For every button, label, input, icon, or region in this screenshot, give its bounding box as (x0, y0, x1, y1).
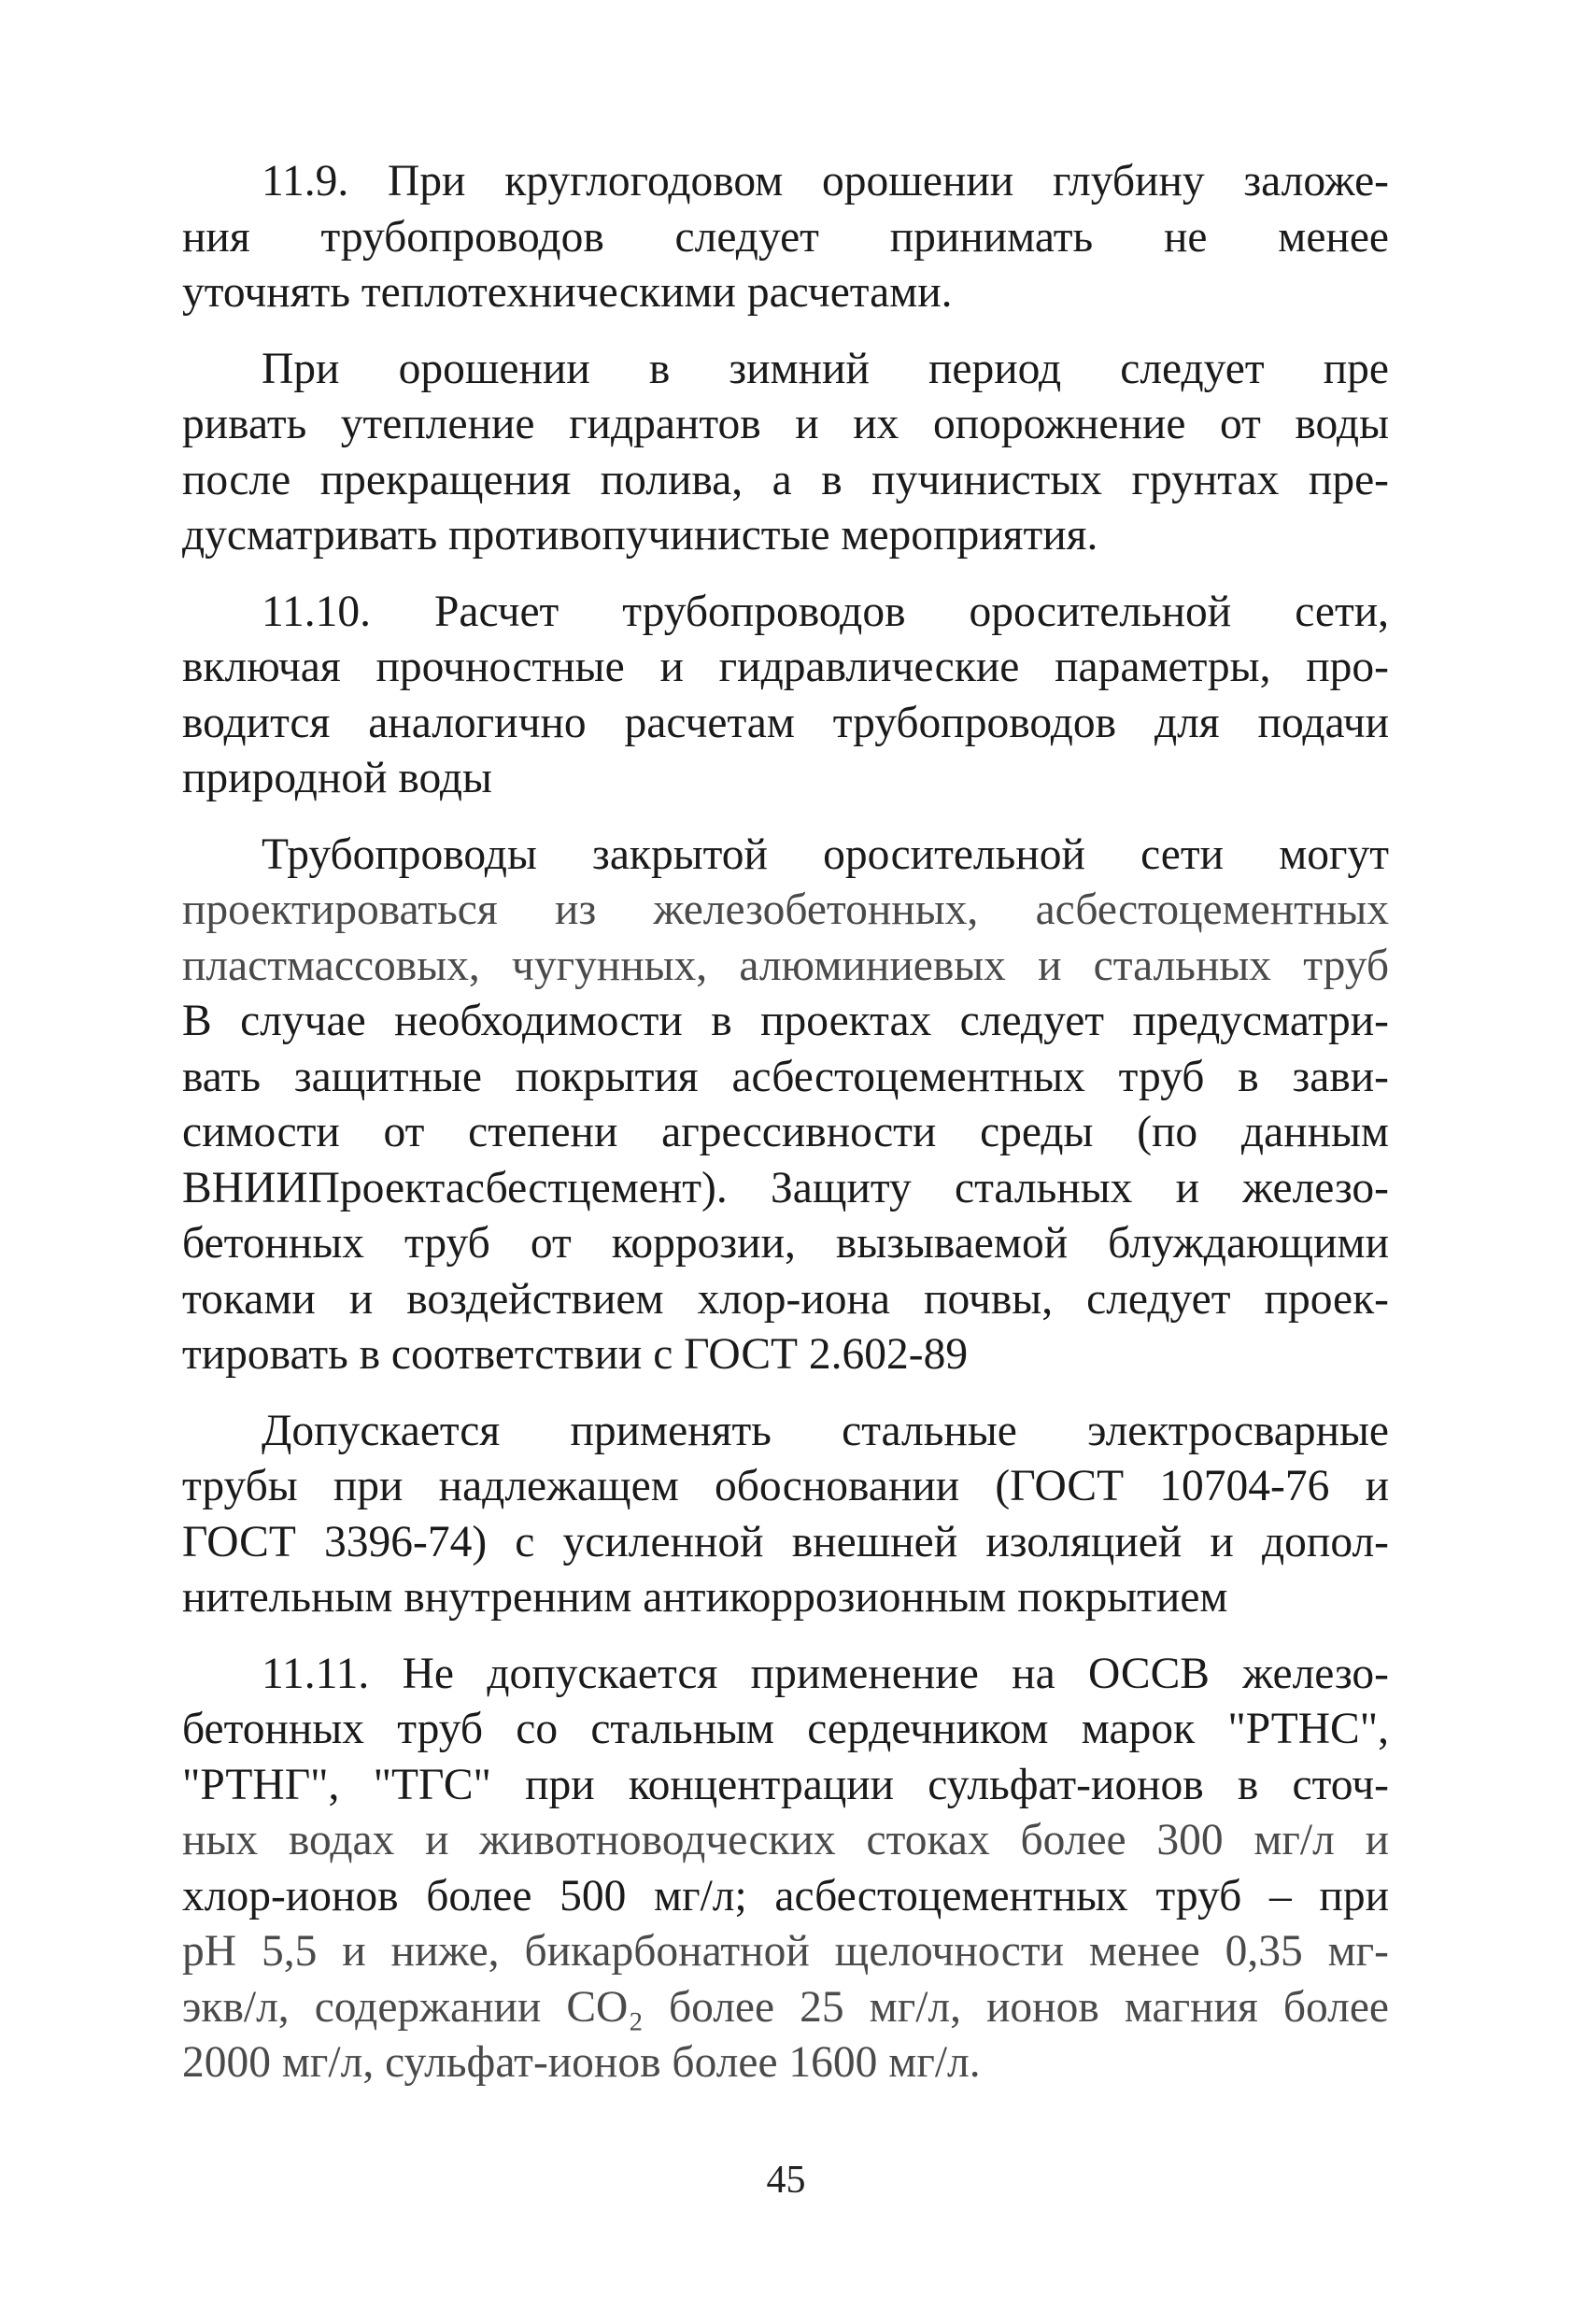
text-line: бетонных труб со стальным сердечником марок "РТНС", (182, 1705, 1389, 1753)
text-line: ния трубопроводов следует принимать не менее (182, 212, 1389, 262)
text-line: В случае необходимости в проектах следует предусматри- (182, 997, 1389, 1045)
text-line: проектироваться из железобетонных, асбестоцементных (182, 886, 1389, 934)
text-line: Трубопроводы закрытой оросительной сети могут (262, 829, 1389, 879)
text-line: после прекращения полива, а в пучинистых грунтах пре- (182, 455, 1389, 504)
text-line: При орошении в зимний период следует пре (262, 344, 1389, 393)
paragraph-winter-irrigation (182, 342, 1389, 564)
text-line: рН 5,5 и ниже, бикарбонатной щелочности менее 0,35 мг- (182, 1927, 1389, 1976)
text-line: водится аналогично расчетам трубопроводов для подачи (182, 698, 1389, 747)
text-line: дусматривать противопучинистые мероприятия. (182, 511, 1098, 560)
text-line: вать защитные покрытия асбестоцементных труб в зави- (182, 1052, 1389, 1101)
text-line: экв/л, содержании CO₂ более 25 мг/л, ионов магния более (182, 1982, 1389, 2032)
document-page (182, 154, 1389, 2091)
text-line: 11.9. При круглогодовом орошении глубину заложе- (262, 157, 1389, 205)
paragraph-11-11 (182, 1647, 1389, 2091)
text-line: 11.11. Не допускается применение на ОССВ железо- (262, 1649, 1389, 1698)
text-line: хлор-ионов более 500 мг/л; асбестоцементных труб – при (182, 1871, 1389, 1920)
text-line: уточнять теплотехническими расчетами. (182, 268, 953, 317)
text-line: бетонных труб от коррозии, вызываемой блуждающими (182, 1219, 1389, 1268)
text-line: нительным внутренним антикоррозионным покрытием (182, 1573, 1228, 1622)
paragraph-pipe-materials (182, 828, 1389, 1383)
paragraph-11-9 (182, 154, 1389, 321)
text-line: ривать утепление гидрантов и их опорожнение от воды (182, 400, 1389, 448)
text-line: ГОСТ 3396-74) с усиленной внешней изоляцией и допол- (182, 1517, 1389, 1566)
text-line: трубы при надлежащем обосновании (ГОСТ 10704-76 и (182, 1462, 1389, 1510)
text-line: 11.10. Расчет трубопроводов оросительной сети, (262, 587, 1389, 636)
text-line: природной воды (182, 754, 492, 802)
paragraph-11-10 (182, 585, 1389, 807)
text-line: "РТНГ", "ТГС" при концентрации сульфат-ионов в сточ- (182, 1760, 1389, 1809)
text-line: Допускается применять стальные электросварные (262, 1406, 1389, 1455)
text-line: пластмассовых, чугунных, алюминиевых и стальных труб (182, 941, 1389, 990)
text-line: включая прочностные и гидравлические параметры, про- (182, 643, 1389, 691)
paragraph-steel-pipes (182, 1404, 1389, 1626)
text-line: токами и воздействием хлор-иона почвы, следует проек- (182, 1274, 1389, 1324)
text-line: симости от степени агрессивности среды (по данным (182, 1108, 1389, 1156)
text-line: тировать в соответствии с ГОСТ 2.602-89 (182, 1330, 969, 1379)
page-number: 45 (766, 2159, 806, 2202)
text-line: 2000 мг/л, сульфат-ионов более 1600 мг/л. (182, 2038, 981, 2087)
text-line: ных водах и животноводческих стоках более 300 мг/л и (182, 1816, 1389, 1864)
text-line: ВНИИПроектасбестцемент). Защиту стальных и железо- (182, 1163, 1389, 1212)
